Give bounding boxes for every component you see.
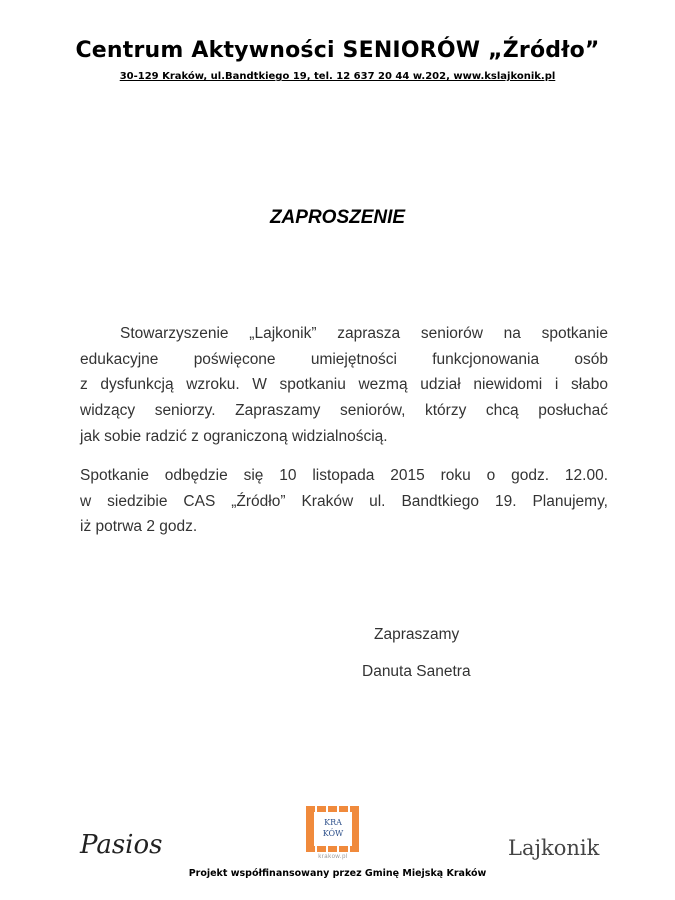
text-line: edukacyjne poświęcone umiejętności funkcjonowania osób xyxy=(80,350,608,368)
signature-closing: Zapraszamy xyxy=(374,626,460,643)
text-line: jak sobie radzić z ograniczoną widzialnością. xyxy=(80,427,388,445)
text-line: widzący seniorzy. Zapraszamy seniorów, którzy chcą posłuchać xyxy=(80,402,608,420)
header-title: Centrum Aktywności SENIORÓW „Źródło” xyxy=(75,38,600,63)
footer-note: Projekt współfinansowany przez Gminę Miejską Kraków xyxy=(188,868,487,879)
text-line: w siedzibie CAS „Źródło” Kraków ul. Bandtkiego 19. Planujemy, xyxy=(80,492,608,510)
krakow-logo-url: krakow.pl xyxy=(318,854,348,860)
krakow-logo xyxy=(306,806,360,852)
paragraph-2 xyxy=(80,463,608,540)
address-text: 30-129 Kraków, ul.Bandtkiego 19, tel. 12 637 20 44 w.202, www.kslajkonik.pl xyxy=(119,71,556,82)
invitation-heading: ZAPROSZENIE xyxy=(269,207,406,228)
pasios-logo: Pasios xyxy=(80,830,163,860)
text-line: iż potrwa 2 godz. xyxy=(80,518,198,536)
krakow-logo-text: KRA KÓW xyxy=(314,812,352,846)
text-line: z dysfunkcją wzroku. W spotkaniu wezmą udział niewidomi i słabo xyxy=(80,376,608,394)
header-address xyxy=(0,71,675,83)
paragraph-1 xyxy=(80,321,608,450)
text-line: Stowarzyszenie „Lajkonik” zaprasza seniorów na spotkanie xyxy=(120,325,608,342)
lajkonik-logo: Lajkonik xyxy=(508,836,600,860)
signature-name: Danuta Sanetra xyxy=(362,663,471,680)
text-line: Spotkanie odbędzie się 10 listopada 2015 roku o godz. 12.00. xyxy=(80,467,608,484)
